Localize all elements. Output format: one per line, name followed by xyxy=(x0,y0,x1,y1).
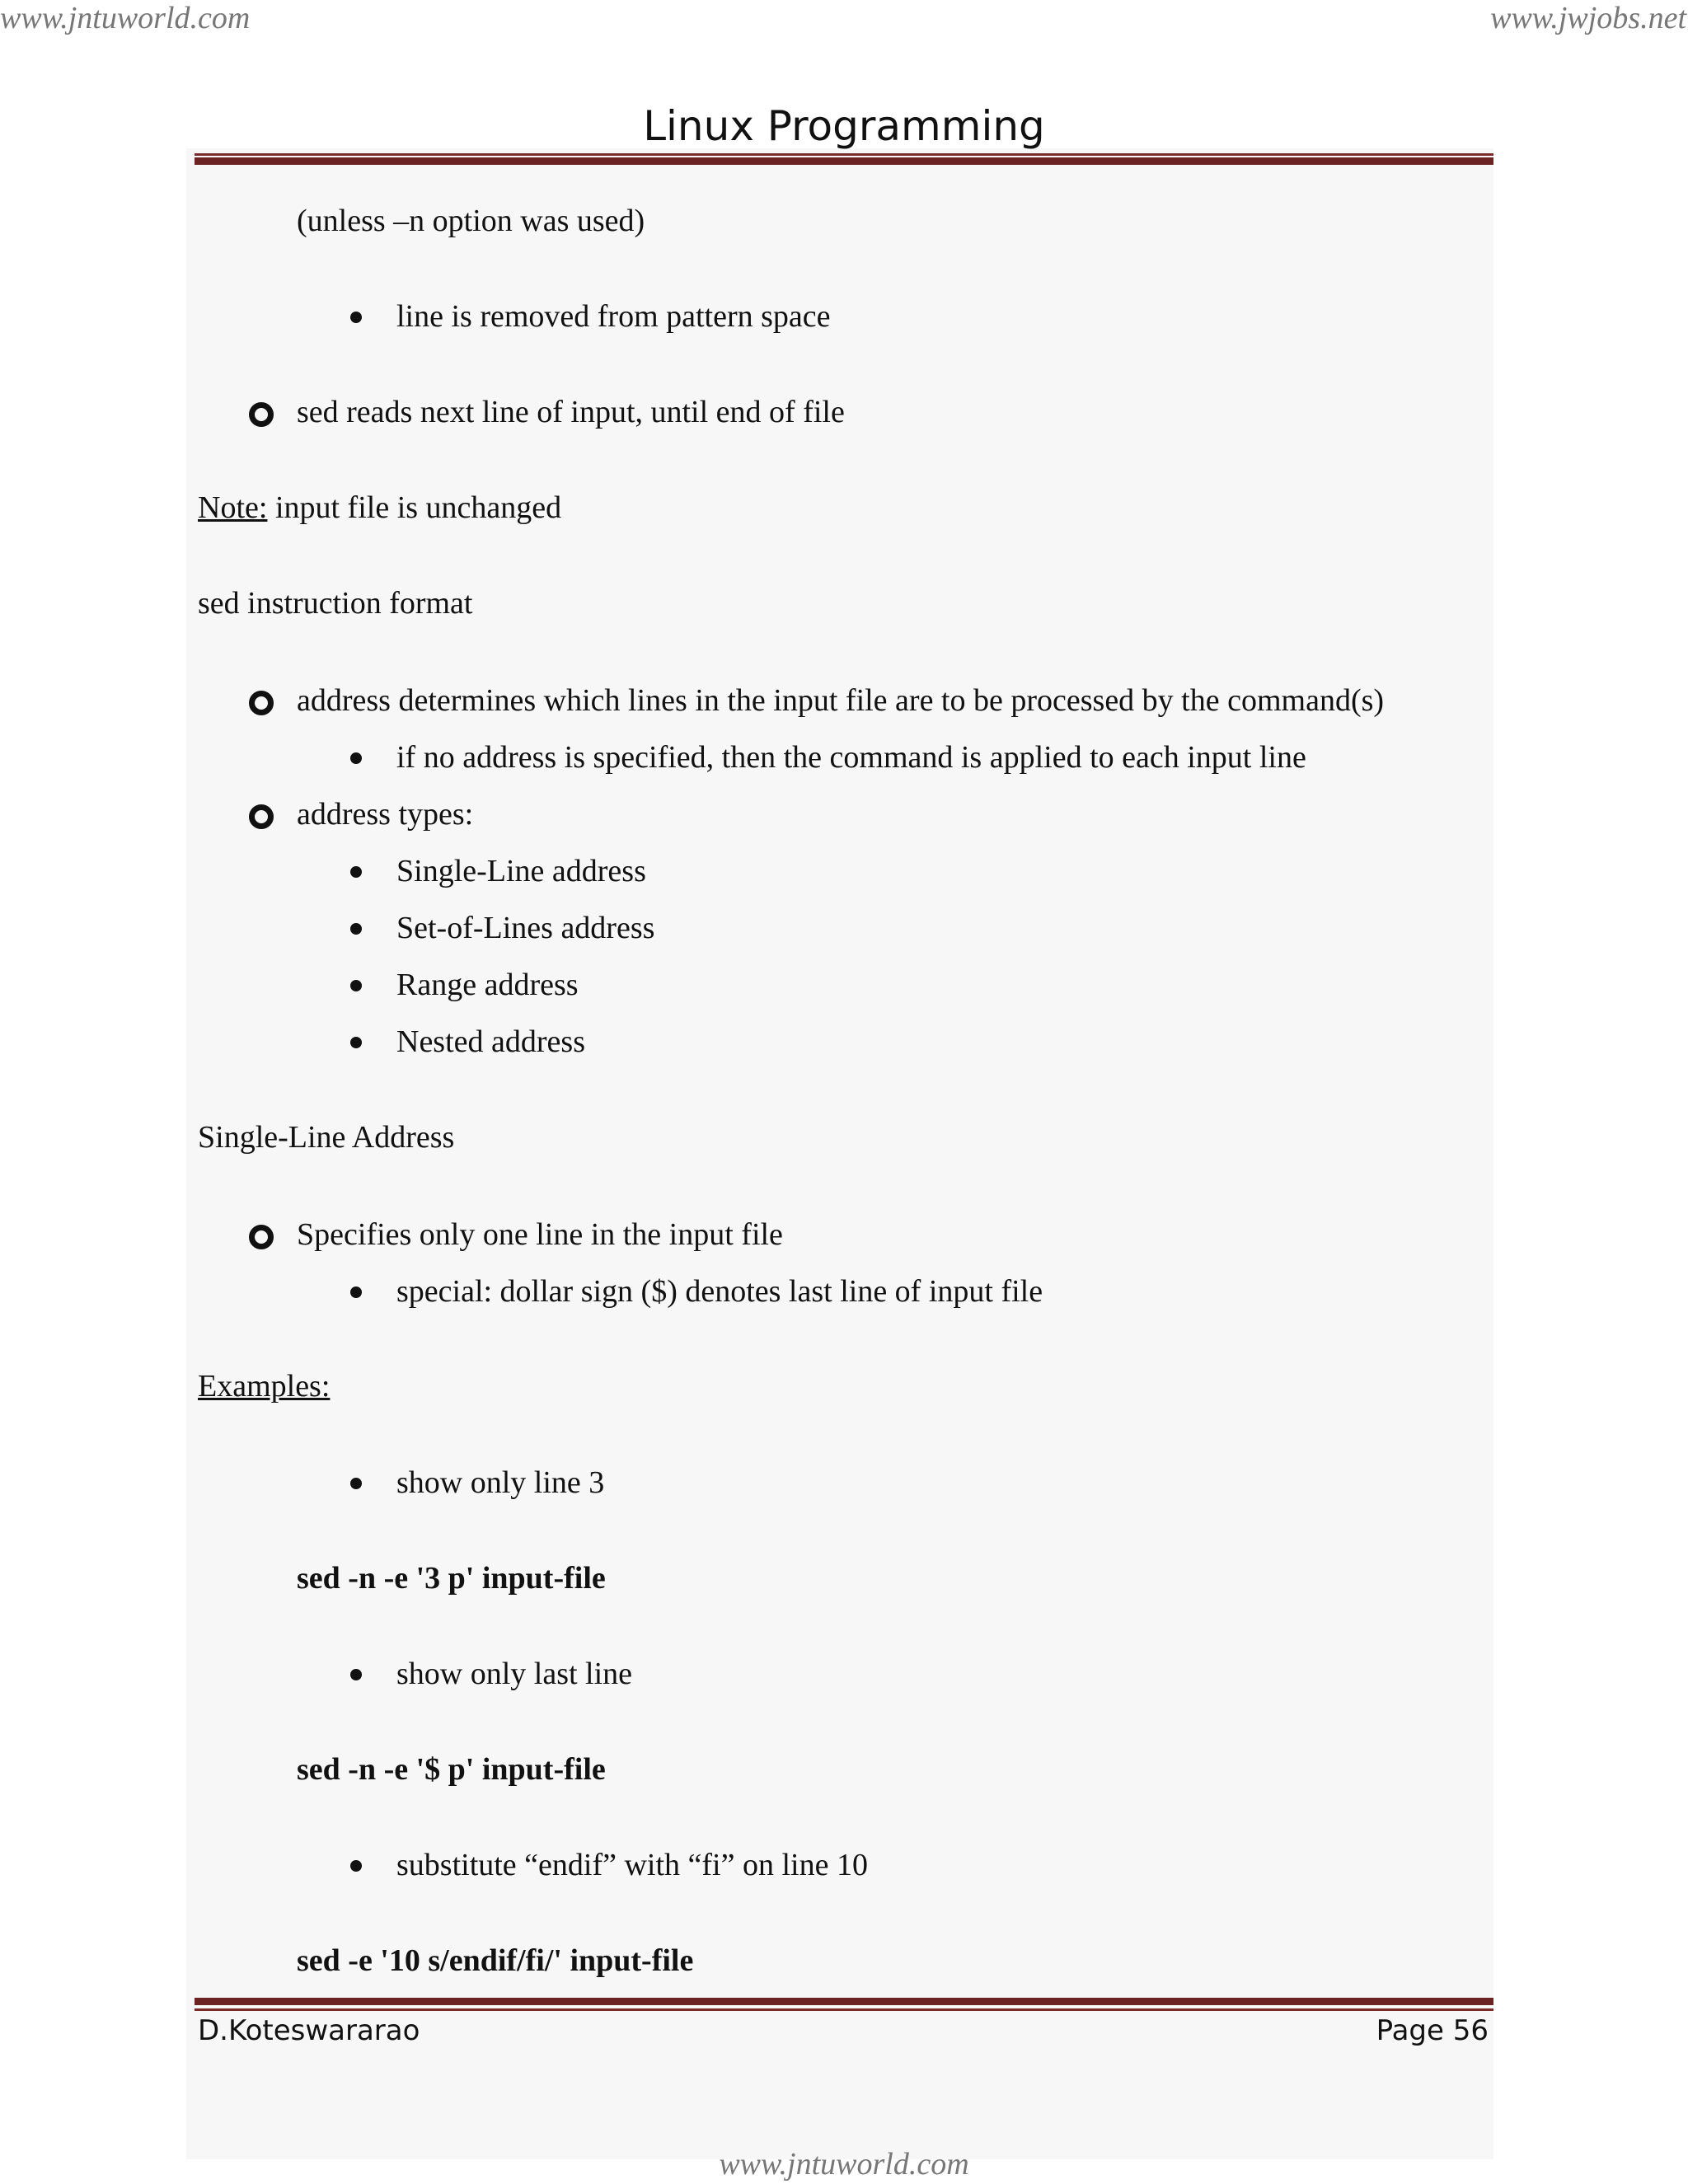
command-last: sed -n -e '$ p' input-file xyxy=(297,1752,606,1787)
note-text: input file is unchanged xyxy=(267,490,562,525)
bullet-nested: Nested address xyxy=(396,1024,585,1059)
note-line xyxy=(198,490,561,526)
watermark-top-right: www.jwjobs.net xyxy=(1490,1,1686,35)
bullet-set: Set-of-Lines address xyxy=(396,911,655,945)
bullet-icon xyxy=(350,866,362,878)
heading-single-line: Single-Line Address xyxy=(198,1120,455,1155)
command-line3: sed -n -e '3 p' input-file xyxy=(297,1561,606,1596)
circle-reads: sed reads next line of input, until end of file xyxy=(297,395,845,429)
bullet-icon xyxy=(350,1037,362,1048)
header-rule-thick xyxy=(195,157,1493,165)
bullet-single: Single-Line address xyxy=(396,854,646,888)
heading-format: sed instruction format xyxy=(198,586,473,621)
watermark-bottom: www.jntuworld.com xyxy=(719,2147,969,2182)
examples-label: Examples: xyxy=(198,1369,331,1404)
note-label: Note: xyxy=(198,490,268,525)
page-title: Linux Programming xyxy=(643,102,1045,150)
bullet-no-address: if no address is specified, then the command is applied to each input line xyxy=(396,740,1306,775)
circle-bullet-icon xyxy=(249,1225,274,1249)
header-rule-thin xyxy=(195,153,1493,156)
bullet-icon xyxy=(350,1669,362,1680)
footer-author: D.Koteswararao xyxy=(198,2014,420,2047)
bullet-icon xyxy=(350,923,362,935)
line-unless: (unless –n option was used) xyxy=(297,204,645,238)
bullet-special: special: dollar sign ($) denotes last line of input file xyxy=(396,1274,1043,1309)
circle-address-types: address types: xyxy=(297,797,474,832)
circle-specifies: Specifies only one line in the input file xyxy=(297,1217,783,1252)
circle-bullet-icon xyxy=(249,402,274,427)
watermark-top-left: www.jntuworld.com xyxy=(0,1,251,35)
bullet-icon xyxy=(350,980,362,991)
circle-bullet-icon xyxy=(249,691,274,715)
bullet-icon xyxy=(350,1286,362,1298)
bullet-icon xyxy=(350,752,362,764)
footer-rule-thin xyxy=(195,2008,1493,2011)
bullet-icon xyxy=(350,312,362,323)
bullet-show-last: show only last line xyxy=(396,1657,633,1691)
bullet-substitute: substitute “endif” with “fi” on line 10 xyxy=(396,1848,868,1882)
circle-address-determines: address determines which lines in the input file are to be processed by the command(s) xyxy=(297,683,1385,718)
bullet-removed: line is removed from pattern space xyxy=(396,299,831,334)
command-substitute: sed -e '10 s/endif/fi/' input-file xyxy=(297,1943,694,1978)
footer-rule-thick xyxy=(195,1998,1493,2005)
bullet-show-line3: show only line 3 xyxy=(396,1465,605,1500)
bullet-icon xyxy=(350,1478,362,1489)
bullet-icon xyxy=(350,1860,362,1872)
footer-page-number: Page 56 xyxy=(1376,2014,1489,2047)
circle-bullet-icon xyxy=(249,804,274,829)
bullet-range: Range address xyxy=(396,968,579,1002)
